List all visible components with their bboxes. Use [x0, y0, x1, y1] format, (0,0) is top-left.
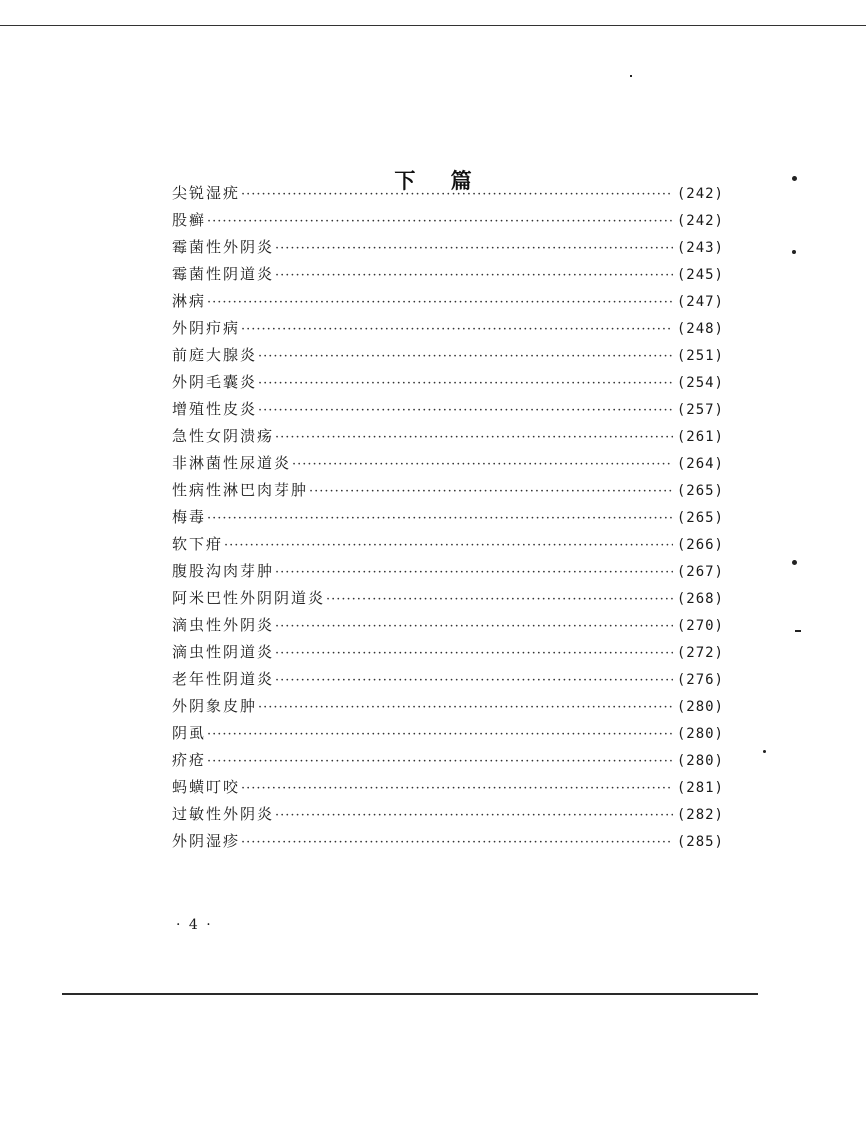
toc-entry-page: (254) — [676, 375, 724, 391]
scan-speck — [792, 176, 797, 181]
toc-entry-page: (268) — [676, 591, 724, 607]
scan-speck — [792, 250, 796, 254]
toc-entry — [172, 396, 724, 423]
toc-entry-title: 外阴湿疹 — [172, 832, 241, 850]
toc-entry-title: 股癣 — [172, 211, 207, 229]
toc-entry-page: (257) — [676, 402, 724, 418]
toc-entry-page: (270) — [676, 618, 724, 634]
toc-entry — [172, 801, 724, 828]
toc-entry-page: (285) — [676, 834, 724, 850]
toc-entry-page: (261) — [676, 429, 724, 445]
toc-entry — [172, 288, 724, 315]
dot-leader — [275, 262, 673, 289]
scan-speck — [792, 560, 797, 565]
toc-entry-title: 滴虫性外阴炎 — [172, 616, 275, 634]
toc-entry-title: 霉菌性阴道炎 — [172, 265, 275, 283]
dot-leader — [207, 208, 673, 235]
top-rule — [0, 25, 866, 26]
toc-entry-page: (242) — [676, 186, 724, 202]
toc-entry-page: (245) — [676, 267, 724, 283]
toc-entry-page: (267) — [676, 564, 724, 580]
dot-leader — [241, 316, 673, 343]
toc-entry-page: (264) — [676, 456, 724, 472]
dot-leader — [292, 451, 673, 478]
toc-entry — [172, 558, 724, 585]
toc-entry — [172, 828, 724, 855]
dot-leader — [275, 613, 673, 640]
dot-leader — [275, 235, 673, 262]
toc-entry-title: 滴虫性阴道炎 — [172, 643, 275, 661]
toc-entry-title: 前庭大腺炎 — [172, 346, 258, 364]
toc-entry-title: 阴虱 — [172, 724, 207, 742]
toc-entry-title: 蚂蟥叮咬 — [172, 778, 241, 796]
dot-leader — [275, 640, 673, 667]
dot-leader — [309, 478, 673, 505]
toc-entry — [172, 180, 724, 207]
toc-entry — [172, 369, 724, 396]
dot-leader — [241, 829, 673, 856]
toc-entry — [172, 504, 724, 531]
scan-speck — [795, 630, 801, 632]
toc-entry — [172, 477, 724, 504]
toc-entry-title: 急性女阴溃疡 — [172, 427, 275, 445]
dot-leader — [258, 694, 673, 721]
toc-entry-title: 外阴毛囊炎 — [172, 373, 258, 391]
toc-entry — [172, 639, 724, 666]
toc-entry-page: (248) — [676, 321, 724, 337]
toc-entry — [172, 234, 724, 261]
toc-entry-title: 尖锐湿疣 — [172, 184, 241, 202]
scan-speck — [630, 75, 632, 77]
toc-entry — [172, 450, 724, 477]
toc-entry-title: 外阴象皮肿 — [172, 697, 258, 715]
toc-entry — [172, 315, 724, 342]
dot-leader — [207, 505, 673, 532]
scan-speck — [763, 750, 766, 753]
toc-entry — [172, 207, 724, 234]
toc-entry — [172, 720, 724, 747]
dot-leader — [207, 748, 673, 775]
toc-entry — [172, 693, 724, 720]
toc-entry-title: 阿米巴性外阴阴道炎 — [172, 589, 326, 607]
toc-entry — [172, 261, 724, 288]
toc-entry-title: 过敏性外阴炎 — [172, 805, 275, 823]
toc-entry-title: 增殖性皮炎 — [172, 400, 258, 418]
dot-leader — [258, 370, 673, 397]
toc-entry-page: (280) — [676, 726, 724, 742]
toc-entry-page: (251) — [676, 348, 724, 364]
toc-entry-title: 软下疳 — [172, 535, 224, 553]
toc-entry — [172, 531, 724, 558]
toc-entry-title: 老年性阴道炎 — [172, 670, 275, 688]
toc-entry-title: 外阴疖病 — [172, 319, 241, 337]
toc-entry-title: 梅毒 — [172, 508, 207, 526]
page-number: · 4 · — [176, 917, 213, 933]
toc-entry-page: (265) — [676, 483, 724, 499]
dot-leader — [275, 667, 673, 694]
dot-leader — [241, 775, 673, 802]
toc-entry — [172, 585, 724, 612]
dot-leader — [241, 181, 673, 208]
toc-entry — [172, 666, 724, 693]
dot-leader — [224, 532, 673, 559]
toc-entry-page: (282) — [676, 807, 724, 823]
toc-entry — [172, 612, 724, 639]
dot-leader — [258, 397, 673, 424]
toc-entry-page: (280) — [676, 699, 724, 715]
toc-entry-page: (276) — [676, 672, 724, 688]
toc-entry — [172, 774, 724, 801]
toc-entry-title: 淋病 — [172, 292, 207, 310]
toc-entry — [172, 747, 724, 774]
toc-entry-title: 疥疮 — [172, 751, 207, 769]
dot-leader — [275, 802, 673, 829]
toc-entry-title: 腹股沟肉芽肿 — [172, 562, 275, 580]
toc-entry-page: (266) — [676, 537, 724, 553]
section-title: 下 篇 — [394, 169, 486, 194]
dot-leader — [326, 586, 673, 613]
toc-entry — [172, 342, 724, 369]
toc-entry — [172, 423, 724, 450]
toc-entry-page: (242) — [676, 213, 724, 229]
toc-entry-page: (272) — [676, 645, 724, 661]
bottom-rule — [62, 993, 758, 995]
dot-leader — [207, 289, 673, 316]
dot-leader — [275, 424, 673, 451]
dot-leader — [258, 343, 673, 370]
toc-entry-page: (247) — [676, 294, 724, 310]
toc-entry-title: 非淋菌性尿道炎 — [172, 454, 292, 472]
dot-leader — [207, 721, 673, 748]
toc-entry-title: 霉菌性外阴炎 — [172, 238, 275, 256]
toc-entry-page: (265) — [676, 510, 724, 526]
table-of-contents — [172, 180, 724, 855]
toc-entry-page: (243) — [676, 240, 724, 256]
toc-entry-page: (280) — [676, 753, 724, 769]
toc-entry-page: (281) — [676, 780, 724, 796]
dot-leader — [275, 559, 673, 586]
toc-entry-title: 性病性淋巴肉芽肿 — [172, 481, 309, 499]
